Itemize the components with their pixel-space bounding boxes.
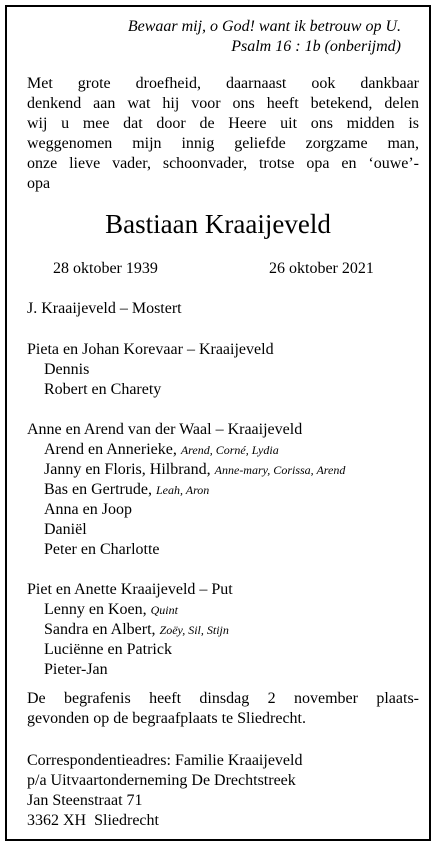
grandchildren: Arend, Corné, Lydia — [180, 443, 279, 457]
child-entry: Luciënne en Patrick — [44, 641, 172, 658]
grandchildren: Zoëy, Sil, Stijn — [159, 623, 229, 637]
correspondence-line: Jan Steenstraat 71 — [27, 792, 143, 809]
child-entry: Lenny en Koen, Quint — [44, 601, 178, 618]
bible-verse: Bewaar mij, o God! want ik betrouw op U. — [127, 18, 401, 35]
correspondence-line: Correspondentieadres: Familie Kraaijeveld — [27, 752, 303, 769]
child-entry: Sandra en Albert, Zoëy, Sil, Stijn — [44, 621, 229, 638]
grandchildren: Quint — [150, 603, 178, 617]
intro-line: Met grote droefheid, daarnaast ook dankbaar — [27, 75, 419, 92]
child-entry: Anna en Joop — [44, 501, 132, 518]
correspondence-line: p/a Uitvaartonderneming De Drechtstreek — [27, 772, 296, 789]
funeral-notice — [27, 689, 419, 729]
deceased-name: Bastiaan Kraaijeveld — [105, 209, 331, 239]
grandchildren: Anne-mary, Corissa, Arend — [214, 463, 346, 477]
family-head: Pieta en Johan Korevaar – Kraaijeveld — [27, 341, 274, 358]
birth-date: 28 oktober 1939 — [53, 260, 158, 277]
child-entry: Janny en Floris, Hilbrand, Anne-mary, Corissa, Arend — [44, 461, 346, 478]
correspondence-line: 3362 XH Sliedrecht — [27, 812, 159, 829]
child-entry: Bas en Gertrude, Leah, Aron — [44, 481, 210, 498]
funeral-line: De begrafenis heeft dinsdag 2 november plaats- — [27, 690, 419, 707]
family-head: Piet en Anette Kraaijeveld – Put — [27, 581, 233, 598]
child-entry: Arend en Annerieke, Arend, Corné, Lydia — [44, 441, 279, 458]
child-entry: Peter en Charlotte — [44, 541, 160, 558]
intro-line: wij u mee dat door de Heere uit ons midden is — [27, 115, 419, 132]
intro-line: denkend aan wat hij voor ons heeft betekend, delen — [27, 95, 419, 112]
obituary-card — [5, 5, 431, 841]
intro-paragraph — [27, 74, 419, 194]
child-entry: Daniël — [44, 521, 87, 538]
child-entry: Robert en Charety — [44, 381, 162, 398]
grandchildren: Leah, Aron — [155, 483, 210, 497]
verse-reference: Psalm 16 : 1b (onberijmd) — [231, 38, 401, 55]
intro-line: opa — [27, 175, 51, 192]
child-entry: Dennis — [44, 361, 90, 378]
death-date: 26 oktober 2021 — [269, 260, 374, 277]
intro-line: weggenomen mijn innig geliefde zorgzame man, — [27, 135, 419, 152]
spouse-name: J. Kraaijeveld – Mostert — [27, 300, 182, 317]
funeral-line: gevonden op de begraafplaats te Sliedrecht. — [27, 710, 306, 727]
intro-line: onze lieve vader, schoonvader, trotse opa en ‘ouwe’- — [27, 155, 419, 172]
family-head: Anne en Arend van der Waal – Kraaijeveld — [27, 421, 303, 438]
child-entry: Pieter-Jan — [44, 661, 108, 678]
